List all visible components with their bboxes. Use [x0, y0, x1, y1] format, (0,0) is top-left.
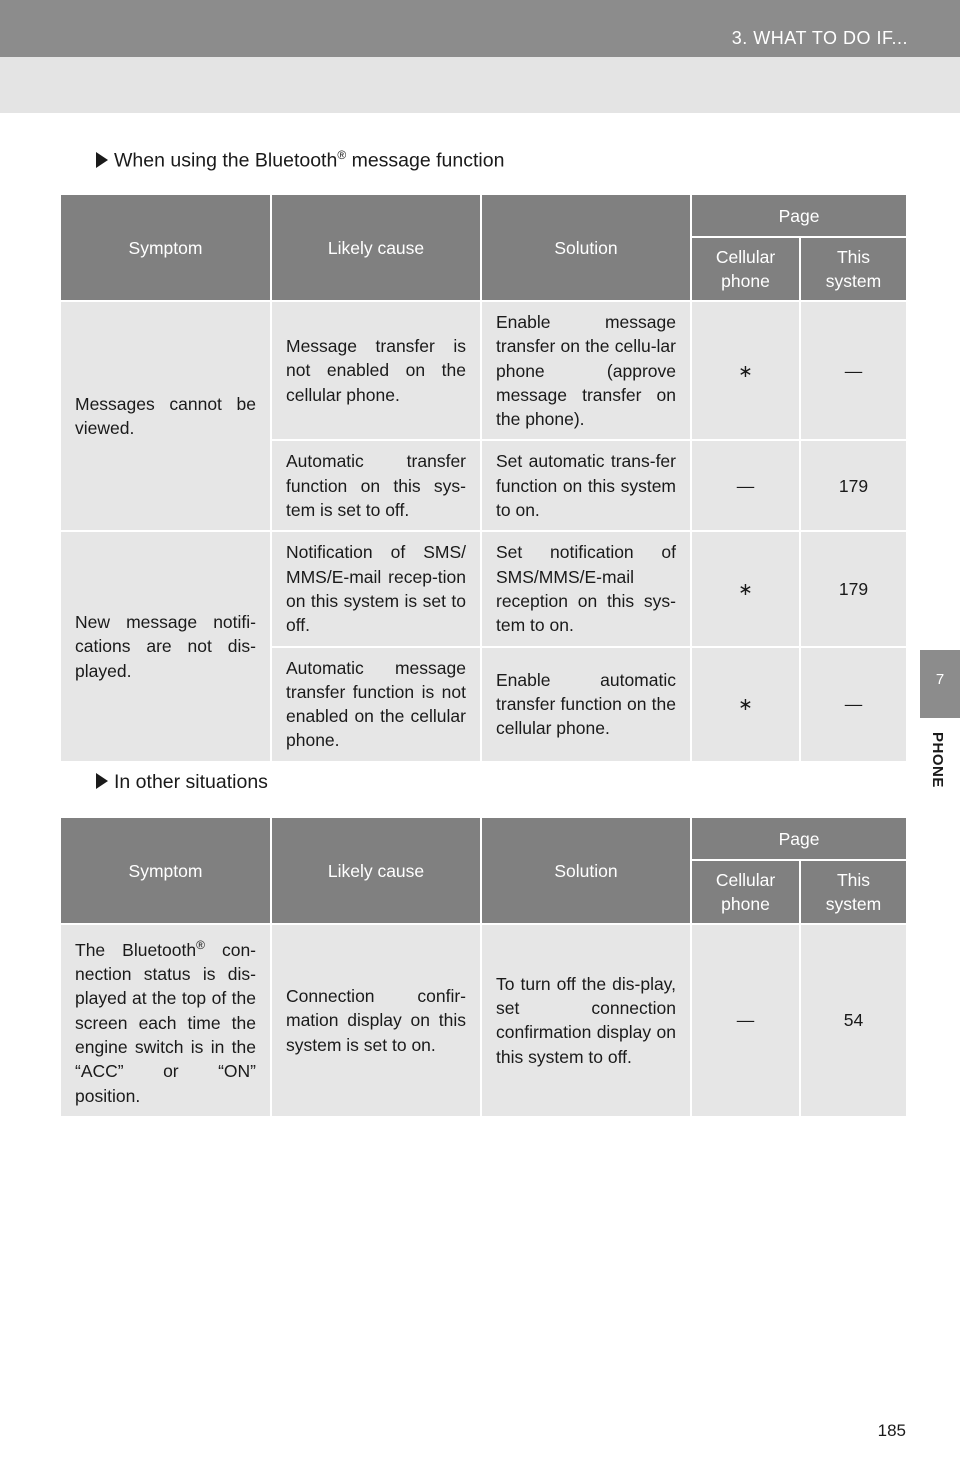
system-page-cell: 179 [800, 531, 906, 646]
cellular-page-cell: — [691, 924, 800, 1117]
col-cellular-phone: Cellular phone [691, 237, 800, 301]
cellular-page-cell: ∗ [691, 531, 800, 646]
chapter-title: 3. WHAT TO DO IF... [731, 28, 908, 48]
col-likely-cause: Likely cause [271, 818, 481, 924]
solution-cell: Set automatic trans-fer function on this system to on. [481, 440, 691, 531]
cellular-page-cell: — [691, 440, 800, 531]
cause-cell: Notification of SMS/ MMS/E-mail recep-tion on this system is set to off. [271, 531, 481, 646]
col-symptom: Symptom [61, 195, 271, 301]
chapter-tab-label: PHONE [929, 732, 946, 788]
col-page: Page [691, 818, 906, 860]
col-solution: Solution [481, 195, 691, 301]
header-band [0, 57, 960, 113]
cause-cell: Automatic message transfer function is not enabled on the cellular phone. [271, 647, 481, 762]
system-page-cell: — [800, 647, 906, 762]
page-number: 185 [877, 1421, 906, 1440]
cellular-page-cell: ∗ [691, 647, 800, 762]
section-heading-other: In other situations [96, 771, 268, 794]
section-heading-message: When using the Bluetooth® message function [96, 148, 504, 173]
system-page-cell: — [800, 301, 906, 440]
other-situations-table [61, 818, 906, 1118]
chapter-tab-number: 7 [920, 650, 960, 718]
symptom-cell: New message notifi-cations are not dis-played. [61, 531, 271, 761]
solution-cell: Enable automatic transfer function on the cellular phone. [481, 647, 691, 762]
table-row [61, 924, 906, 1117]
cause-cell: Automatic transfer function on this sys-tem is set to off. [271, 440, 481, 531]
solution-cell: To turn off the dis-play, set connection confirmation display on this system to off. [481, 924, 691, 1117]
cause-cell: Connection confir-mation display on this system is set to on. [271, 924, 481, 1117]
table-row [61, 531, 906, 646]
col-symptom: Symptom [61, 818, 271, 924]
table-row [61, 301, 906, 440]
col-this-system: This system [800, 237, 906, 301]
message-function-table [61, 195, 906, 763]
solution-cell: Enable message transfer on the cellu-lar phone (approve message transfer on the phone). [481, 301, 691, 440]
col-solution: Solution [481, 818, 691, 924]
solution-cell: Set notification of SMS/MMS/E-mail reception on this sys-tem to on. [481, 531, 691, 646]
system-page-cell: 179 [800, 440, 906, 531]
triangle-bullet-icon [96, 773, 108, 789]
col-this-system: This system [800, 860, 906, 924]
system-page-cell: 54 [800, 924, 906, 1117]
col-page: Page [691, 195, 906, 237]
cause-cell: Message transfer is not enabled on the cellular phone. [271, 301, 481, 440]
cellular-page-cell: ∗ [691, 301, 800, 440]
col-cellular-phone: Cellular phone [691, 860, 800, 924]
symptom-cell: The Bluetooth® con-nection status is dis-played at the top of the screen each time the engine switch is in the “ACC” or “ON” position. [61, 924, 271, 1117]
col-likely-cause: Likely cause [271, 195, 481, 301]
symptom-cell: Messages cannot be viewed. [61, 301, 271, 531]
triangle-bullet-icon [96, 152, 108, 168]
